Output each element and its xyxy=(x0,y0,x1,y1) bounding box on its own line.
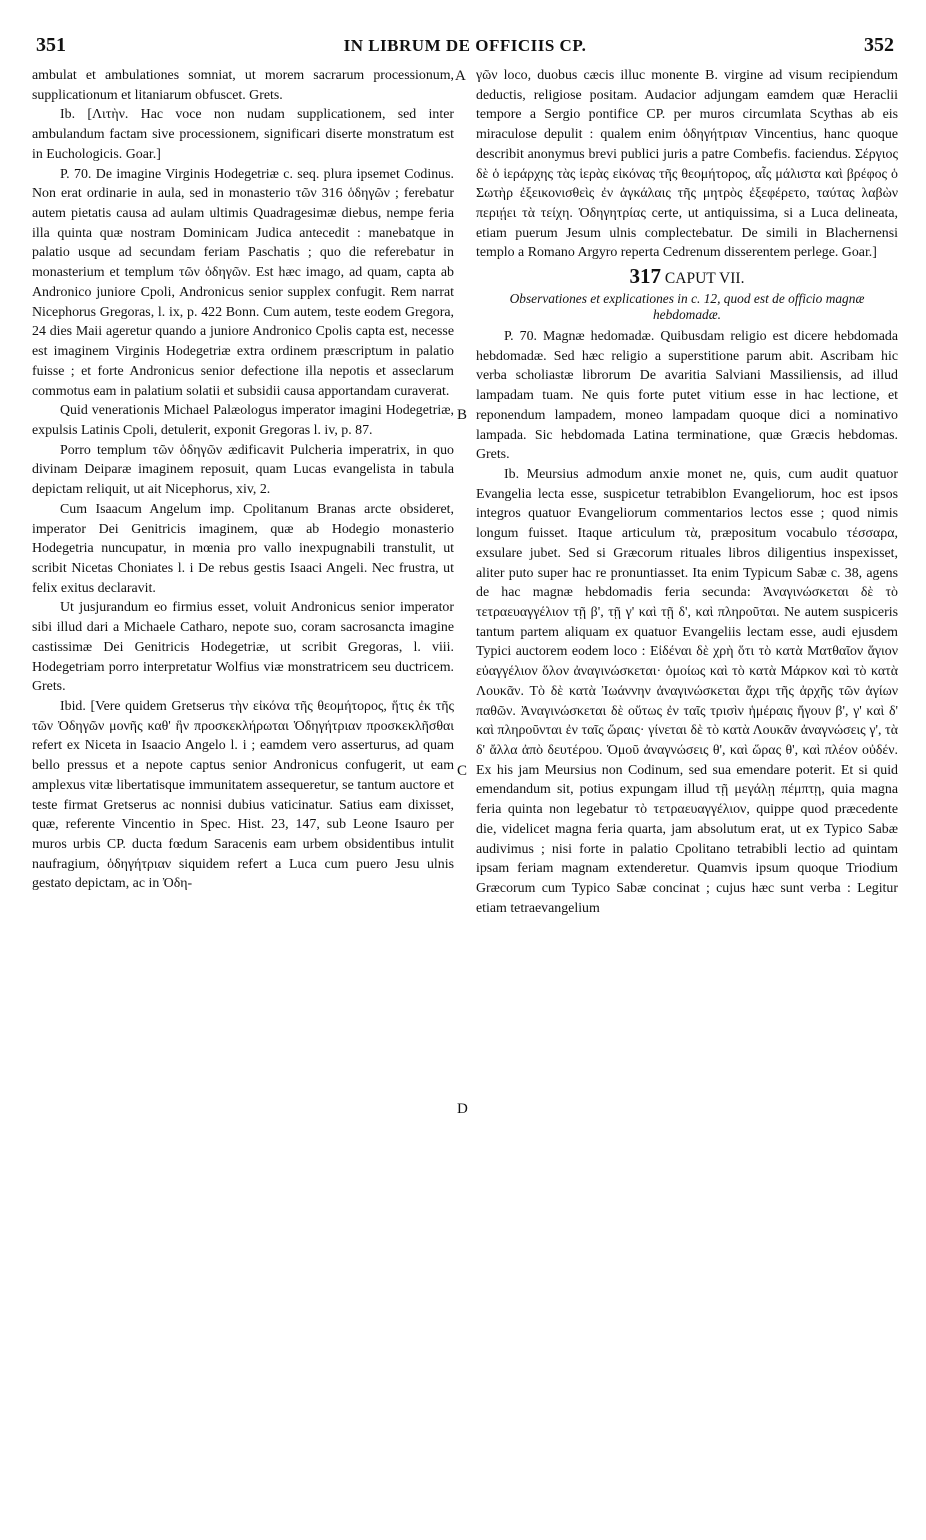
left-page-number: 351 xyxy=(36,34,66,56)
left-paragraph-1: ambulat et ambulationes somniat, ut morem sacrarum processionum, supplicationum et litaniarum obfuscet. Grets. xyxy=(32,68,454,103)
gutter-letter-b: B xyxy=(457,407,468,423)
left-paragraph-7: Ut jusjurandum eo firmius esset, voluit Andronicus senior imperator sibi illud dari a Michaele Catharo, nepote suo, coram sacrosancta imagine castissimæ Dei Genitricis Hodegetriæ, ut scribit Gregoras, l. viii. Hodegetriam porro interpretatur Wolfius viæ monstratricem seu ductricem. Grets. xyxy=(32,600,454,695)
right-paragraph-1: γῶν loco, duobus cæcis illuc monente B. virgine ad visum recipiendum deductis, religiose positam. Audacior adjungam eamdem quæ Heraclii tempore a Sergio pontifice CP. per muros circumlata Scythas ab eis miraculose depulit : qualem enim ὁδηγήτριαν Vincentius, hanc quoque describit anonymus brevi publici juris a patre Combefis. faciendus. Σέργιος δὲ ὁ ἱεράρχης τὰς ἱερὰς εἰκόνας τῆς θεομήτορος, αἷς μάλιστα καὶ βρέφος ὁ Σωτὴρ ἐξεικονισθεὶς ἐν ἀγκάλαις τῆς μητρὸς ἐξεφέρετο, ταύτας λαβὼν περιῄει τὰ τείχη. Ὁδηγητρίας certe, ut antiquissima, si a Luca delineata, etiam puerum Jesum ulnis complectebatur. De simili in Blachernensi templo a Romano Argyro reperta Cedrenum disserentem perlege. Goar.] xyxy=(476,68,898,261)
left-column xyxy=(32,66,454,894)
left-paragraph-3: P. 70. De imagine Virginis Hodegetriæ c. seq. plura ipsemet Codinus. Non erat ordinarie in aula, sed in monasterio τῶν 316 ὁδηγῶν ; ferebatur autem pietatis causa ad aulam ultimis Quadragesimæ diebus, nempe feria illa quinta quæ nostram Dominicam Judica antecedit : manebatque in palatio usque ad secundam feriam Paschatis ; quo die referebatur in monasterium et templum τῶν ὁδηγῶν. Est hæc imago, ad quam, capta ab Andronico juniore Cpoli, Andronicus senior supplex confugit. Rem narrat Nicephorus Gregoras, l. ix, p. 422 Bonn. Cum autem, teste eodem Gregora, 24 dies Maii ageretur quando a juniore Andronico Cpolis capta est, necesse est imaginem Virginis Hodegetriæ extra ordinem præscriptum in palatio fuisse ; et forte Andronicus senior defectione illa nepotis et asseclarum commotus eam in palatium solatii et subsidii causa apportandam curaverat. xyxy=(32,166,454,399)
right-page-number: 352 xyxy=(864,34,894,56)
gutter-letter-d: D xyxy=(457,1101,468,1117)
left-paragraph-6: Cum Isaacum Angelum imp. Cpolitanum Branas arcte obsideret, imperator Dei Genitricis imaginem, quæ ab Hodegio monasterio Hodegetria nuncupatur, in mœnia pro vallo inexpugnabili transtulit, ut scribit Nicetas Choniates l. i De rebus gestis Isaaci Angeli. Nec frustra, ut felix exitus declaravit. xyxy=(32,501,454,596)
chapter-number: 317 xyxy=(629,264,662,289)
right-column xyxy=(476,66,898,918)
left-paragraph-4: Quid venerationis Michael Palæologus imperator imagini Hodegetriæ, expulsis Latinis Cpoli, detulerit, exponit Gregoras l. iv, p. 87. xyxy=(32,403,454,438)
chapter-subheading: Observationes et explicationes in c. 12, quod est de officio magnæ hebdomadæ. xyxy=(509,290,865,322)
chapter-title: CAPUT VII. xyxy=(664,270,745,288)
chapter-heading xyxy=(476,264,898,289)
right-paragraph-3: Ib. Meursius admodum anxie monet ne, quis, cum audit quatuor Evangelia lecta esse, suspicetur tetrabiblon Evangeliorum, hoc est ipsos integros quatuor Evangeliorum commentarios lectos esse ; quod nimis longum fuisset. Itaque articulum τὰ, præpositum vocabulo τέσσαρα, exsulare jubet. Sed si Græcorum rituales libros diligentius inspexisset, aliter puto super hac re pronuntiasset. Ita enim Typicum Sabæ c. 38, agens de hac magnæ hebdomadis feria secunda: Ἀναγινώσκεται δὲ τὸ τετραευαγγέλιον τῇ β', τῇ γ' καὶ τῇ δ', καὶ πληροῦται. Ne autem suspiceris tantum partem aliquam ex quatuor Evangeliis lectam esse, audi ejusdem Typici auctorem eodem loco : Εἰδέναι δὲ χρὴ ὅτι τὸ κατὰ Ματθαῖον ἅγιον εὐαγγέλιον ὅλον ἀναγινώσκεται· ὁμοίως καὶ τὸ κατὰ Μάρκον καὶ τὸ κατὰ Λουκᾶν. Τὸ δὲ κατὰ Ἰωάννην ἀναγινώσκεται ἄχρι τῆς ἀρχῆς τῶν ἁγίων παθῶν. Ἀναγινώσκεται δὲ οὕτως ἐν ταῖς τρισὶν ἡμέραις ἤγουν β', γ' καὶ δ' καὶ πληροῦνται ἐν ταῖς ὥραις· γίνεται δὲ τὸ κατὰ Λουκᾶν ἀναγνώσεις γ', τὰ δ' ἄλλα ἀπὸ δευτέρου. Ὁμοῦ ἀναγνώσεις θ', καὶ ὥρας θ', καὶ πλέον οὐδέν. Ex his jam Meursius non Codinum, sed sua emendare poterit. Et si quid emendandum sit, potius expungam illud τῇ μεγάλῃ πέμπτῃ, quia magna feria quinta non legebatur τὸ τετραευαγγέλιον, quippe quod præcedente die, videlicet magna feria quarta, jam absolutum erat, ut ex Typico Sabæ audivimus ; nisi forte in palatio Cpolitano tetrabibli lectio ad quintam ipsam feriam magnam extenderetur. Quamvis ipsum quoque Triodium Græcorum cum Typico Sabæ concinat ; cujus hæc sunt verba : Legitur etiam tetraevangelium xyxy=(476,466,898,916)
left-paragraph-2: Ib. [Λιτὴν. Hac voce non nudam supplicationem, sed inter ambulandum factam sive processionem, significari diserte monstratum est in Euchologicis. Goar.] xyxy=(32,107,454,162)
left-paragraph-5: Porro templum τῶν ὁδηγῶν ædificavit Pulcheria imperatrix, in quo divinam Deiparæ imaginem reposuit, quam Lucas evangelista in tabula depictam reliquit, ut ait Nicephorus, xiv, 2. xyxy=(32,442,454,498)
left-paragraph-8: Ibid. [Vere quidem Gretserus τὴν εἰκόνα τῆς θεομήτορος, ἥτις ἐκ τῆς τῶν Ὀδηγῶν μονῆς καθ' ἣν προσκεκλήρωται Ὁδηγήτριαν προσκεκλῆσθαι refert ex Niceta in Isaacio Angelo l. i ; eamdem vero asserturus, ad quam bello pressus et a nepote captus senior Andronicus confugerit, ut eam amplexus vitæ libertatisque immunitatem assequeretur, se tantum auctore et teste firmat Gretserus ac nonnisi dubius vaticinatur. Satius eam dixisset, quæ, referente Vincentio in Spec. Hist. 23, 147, sub Leone Isauro per muros urbis CP. ducta fœdum Saracenis eam urbem obsidentibus intulit naufragium, ὁδηγήτριαν siquidem refert a Luca cum puero Jesu ulnis gestato depictam, ac in Ὀδη- xyxy=(32,699,454,892)
right-paragraph-2: P. 70. Magnæ hedomadæ. Quibusdam religio est dicere hebdomada hebdomadæ. Sed hæc religio a superstitione parum abit. Ascribam hic verba scholiastæ librorum De avaritia Salviani Massiliensis, ad illud lampadam tuam. Ne quis forte putet vitium esse in hac lectione, et reponendum lampadem, moneo lampadam quoque dici a nominativo lampada. Sic hebdomada Latina terminatione, quæ Græcis hebdomas. Grets. xyxy=(476,328,898,463)
gutter-letter-c: C xyxy=(457,763,468,779)
running-header xyxy=(30,34,900,64)
gutter-letter-a: A xyxy=(455,68,466,84)
running-title: IN LIBRUM DE OFFICIIS CP. xyxy=(343,36,587,55)
